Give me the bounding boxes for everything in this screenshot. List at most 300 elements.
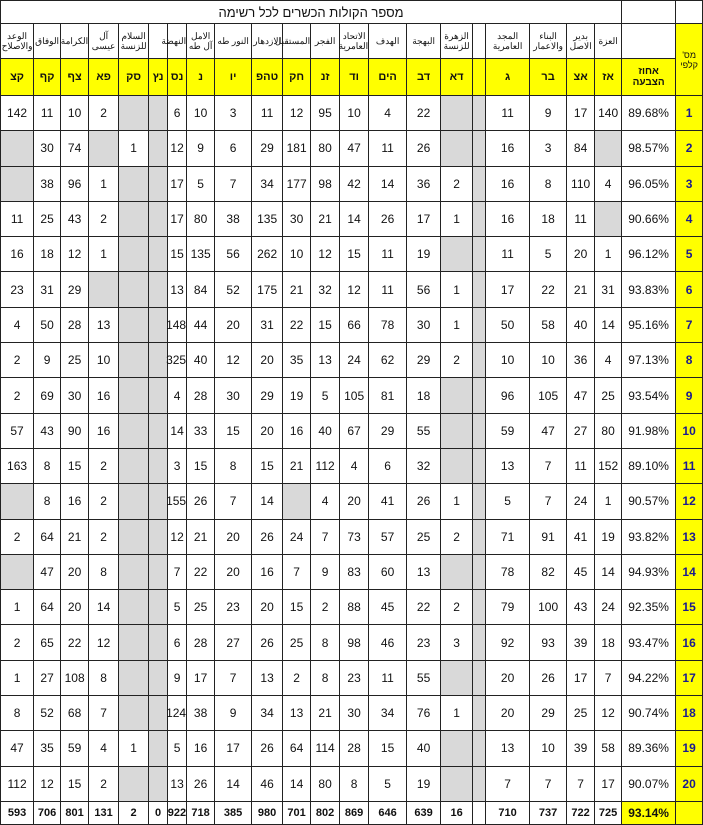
vote-count-cell bbox=[441, 378, 473, 413]
vote-count-cell: 32 bbox=[407, 448, 441, 483]
turnout-percent-cell: 96.12% bbox=[622, 237, 676, 272]
vote-count-cell bbox=[119, 625, 149, 660]
vote-count-cell: 73 bbox=[340, 519, 369, 554]
vote-count-cell bbox=[119, 307, 149, 342]
vote-count-cell: 17 bbox=[168, 201, 187, 236]
vote-count-cell: 1 bbox=[119, 131, 149, 166]
vote-count-cell: 10 bbox=[89, 343, 119, 378]
vote-count-cell: 15 bbox=[168, 237, 187, 272]
total-vote-cell: 646 bbox=[369, 801, 407, 824]
vote-count-cell: 30 bbox=[215, 378, 252, 413]
party-code-cell: אז bbox=[595, 59, 622, 96]
vote-count-cell bbox=[119, 766, 149, 801]
vote-count-cell bbox=[149, 731, 168, 766]
vote-count-cell: 88 bbox=[340, 590, 369, 625]
vote-count-cell: 20 bbox=[486, 660, 530, 695]
vote-count-cell: 7 bbox=[530, 766, 567, 801]
vote-count-cell: 25 bbox=[283, 625, 311, 660]
vote-count-cell: 64 bbox=[34, 519, 61, 554]
vote-count-cell bbox=[149, 519, 168, 554]
vote-count-cell: 44 bbox=[187, 307, 215, 342]
ballot-number-cell: 17 bbox=[676, 660, 703, 695]
vote-count-cell: 11 bbox=[369, 131, 407, 166]
total-vote-cell: 706 bbox=[34, 801, 61, 824]
turnout-percent-cell: 97.13% bbox=[622, 343, 676, 378]
pct-header-blank bbox=[622, 24, 676, 59]
vote-count-cell: 5 bbox=[486, 484, 530, 519]
party-name-cell: البهجة bbox=[407, 24, 441, 59]
vote-count-cell bbox=[473, 448, 486, 483]
vote-count-cell: 163 bbox=[1, 448, 34, 483]
vote-count-cell bbox=[119, 378, 149, 413]
vote-count-cell bbox=[473, 166, 486, 201]
vote-count-cell: 8 bbox=[34, 448, 61, 483]
party-codes-row bbox=[1, 59, 703, 96]
vote-count-cell: 28 bbox=[187, 378, 215, 413]
vote-count-cell bbox=[1, 554, 34, 589]
vote-count-cell: 12 bbox=[283, 96, 311, 131]
corner-cell bbox=[676, 1, 703, 24]
vote-count-cell bbox=[149, 590, 168, 625]
vote-count-cell: 17 bbox=[215, 731, 252, 766]
table-title: מספר הקולות הכשרים לכל רשימה bbox=[1, 1, 622, 24]
vote-count-cell bbox=[119, 696, 149, 731]
vote-count-cell: 7 bbox=[595, 660, 622, 695]
vote-count-cell: 2 bbox=[441, 166, 473, 201]
vote-count-cell: 2 bbox=[441, 519, 473, 554]
vote-count-cell: 14 bbox=[595, 554, 622, 589]
ballot-number-cell: 16 bbox=[676, 625, 703, 660]
vote-count-cell bbox=[119, 272, 149, 307]
vote-count-cell: 13 bbox=[486, 731, 530, 766]
vote-count-cell: 14 bbox=[369, 166, 407, 201]
title-row bbox=[1, 1, 703, 24]
vote-count-cell: 57 bbox=[1, 413, 34, 448]
total-turnout-percent: 93.14% bbox=[622, 801, 676, 824]
vote-count-cell: 7 bbox=[283, 554, 311, 589]
ballot-number-cell: 8 bbox=[676, 343, 703, 378]
vote-count-cell: 16 bbox=[1, 237, 34, 272]
table-row bbox=[1, 343, 703, 378]
vote-count-cell: 47 bbox=[567, 378, 595, 413]
vote-count-cell: 8 bbox=[89, 554, 119, 589]
vote-count-cell bbox=[473, 554, 486, 589]
vote-count-cell: 80 bbox=[595, 413, 622, 448]
vote-count-cell bbox=[149, 96, 168, 131]
vote-count-cell: 5 bbox=[168, 590, 187, 625]
vote-count-cell: 1 bbox=[89, 237, 119, 272]
vote-count-cell: 11 bbox=[486, 237, 530, 272]
vote-count-cell bbox=[441, 413, 473, 448]
vote-count-cell bbox=[119, 201, 149, 236]
vote-count-cell: 29 bbox=[61, 272, 89, 307]
vote-count-cell: 47 bbox=[340, 131, 369, 166]
vote-count-cell: 22 bbox=[407, 96, 441, 131]
vote-count-cell: 52 bbox=[34, 696, 61, 731]
vote-count-cell: 2 bbox=[89, 766, 119, 801]
party-name-cell: الفجر bbox=[311, 24, 340, 59]
vote-count-cell: 1 bbox=[441, 272, 473, 307]
turnout-percent-cell: 90.66% bbox=[622, 201, 676, 236]
vote-count-cell: 34 bbox=[369, 696, 407, 731]
party-code-cell: זנ bbox=[311, 59, 340, 96]
vote-count-cell: 18 bbox=[34, 237, 61, 272]
total-vote-cell: 0 bbox=[149, 801, 168, 824]
table-row bbox=[1, 272, 703, 307]
vote-count-cell: 16 bbox=[61, 484, 89, 519]
party-name-cell: المستقبل bbox=[283, 24, 311, 59]
vote-count-cell: 47 bbox=[34, 554, 61, 589]
party-name-cell: السلام للزنسة bbox=[119, 24, 149, 59]
vote-count-cell bbox=[149, 484, 168, 519]
table-row bbox=[1, 448, 703, 483]
ballot-number-cell: 6 bbox=[676, 272, 703, 307]
vote-count-cell: 18 bbox=[595, 625, 622, 660]
vote-count-cell: 65 bbox=[34, 625, 61, 660]
party-name-cell: الامل آل طه bbox=[187, 24, 215, 59]
vote-count-cell: 50 bbox=[486, 307, 530, 342]
vote-count-cell: 2 bbox=[441, 343, 473, 378]
vote-count-cell bbox=[1, 131, 34, 166]
turnout-percent-cell: 93.83% bbox=[622, 272, 676, 307]
vote-count-cell: 80 bbox=[311, 766, 340, 801]
table-row bbox=[1, 519, 703, 554]
total-vote-cell: 801 bbox=[61, 801, 89, 824]
ballot-number-cell: 9 bbox=[676, 378, 703, 413]
vote-count-cell: 7 bbox=[215, 660, 252, 695]
vote-count-cell: 6 bbox=[215, 131, 252, 166]
vote-count-cell: 5 bbox=[168, 731, 187, 766]
turnout-percent-cell: 89.10% bbox=[622, 448, 676, 483]
vote-count-cell: 22 bbox=[61, 625, 89, 660]
total-vote-cell: 385 bbox=[215, 801, 252, 824]
turnout-percent-cell: 90.57% bbox=[622, 484, 676, 519]
vote-count-cell: 8 bbox=[340, 766, 369, 801]
vote-count-cell: 4 bbox=[595, 343, 622, 378]
ballot-number-cell: 18 bbox=[676, 696, 703, 731]
party-code-cell: טהפ bbox=[252, 59, 283, 96]
vote-count-cell: 15 bbox=[340, 237, 369, 272]
vote-count-cell: 20 bbox=[252, 413, 283, 448]
vote-count-cell bbox=[119, 343, 149, 378]
vote-count-cell: 2 bbox=[1, 519, 34, 554]
ballot-number-cell: 4 bbox=[676, 201, 703, 236]
vote-count-cell: 93 bbox=[530, 625, 567, 660]
vote-count-cell: 105 bbox=[340, 378, 369, 413]
vote-count-cell: 16 bbox=[252, 554, 283, 589]
vote-count-cell bbox=[149, 378, 168, 413]
vote-count-cell bbox=[1, 166, 34, 201]
vote-count-cell: 60 bbox=[369, 554, 407, 589]
vote-count-cell: 7 bbox=[311, 519, 340, 554]
party-name-cell: الزهرة للزنسة bbox=[441, 24, 473, 59]
party-name-cell: الهدف bbox=[369, 24, 407, 59]
vote-count-cell: 13 bbox=[311, 343, 340, 378]
vote-count-cell: 38 bbox=[187, 696, 215, 731]
party-code-cell: קצ bbox=[1, 59, 34, 96]
vote-count-cell: 17 bbox=[567, 660, 595, 695]
ballot-number-cell: 1 bbox=[676, 96, 703, 131]
total-vote-cell: 2 bbox=[119, 801, 149, 824]
turnout-percent-cell: 90.07% bbox=[622, 766, 676, 801]
vote-count-cell: 4 bbox=[340, 448, 369, 483]
vote-count-cell: 14 bbox=[89, 590, 119, 625]
vote-count-cell bbox=[283, 484, 311, 519]
table-row bbox=[1, 484, 703, 519]
vote-count-cell: 98 bbox=[340, 625, 369, 660]
table-row bbox=[1, 131, 703, 166]
vote-count-cell: 8 bbox=[215, 448, 252, 483]
vote-count-cell: 2 bbox=[1, 625, 34, 660]
vote-count-cell: 7 bbox=[215, 484, 252, 519]
vote-count-cell bbox=[473, 766, 486, 801]
vote-count-cell: 148 bbox=[168, 307, 187, 342]
table-row bbox=[1, 731, 703, 766]
vote-count-cell: 26 bbox=[252, 731, 283, 766]
vote-count-cell: 17 bbox=[187, 660, 215, 695]
vote-count-cell bbox=[473, 272, 486, 307]
vote-count-cell: 3 bbox=[441, 625, 473, 660]
vote-count-cell: 12 bbox=[89, 625, 119, 660]
vote-count-cell: 34 bbox=[252, 166, 283, 201]
vote-count-cell: 18 bbox=[530, 201, 567, 236]
vote-count-cell: 15 bbox=[311, 307, 340, 342]
vote-count-cell: 18 bbox=[407, 378, 441, 413]
vote-count-cell: 7 bbox=[89, 696, 119, 731]
vote-count-cell: 40 bbox=[407, 731, 441, 766]
vote-count-cell: 30 bbox=[340, 696, 369, 731]
vote-count-cell: 26 bbox=[407, 484, 441, 519]
vote-count-cell: 40 bbox=[311, 413, 340, 448]
vote-count-cell: 11 bbox=[369, 272, 407, 307]
vote-count-cell: 5 bbox=[311, 378, 340, 413]
vote-count-cell: 7 bbox=[486, 766, 530, 801]
vote-count-cell: 36 bbox=[407, 166, 441, 201]
vote-count-cell: 67 bbox=[340, 413, 369, 448]
vote-count-cell: 9 bbox=[168, 660, 187, 695]
vote-count-cell bbox=[149, 166, 168, 201]
vote-count-cell: 10 bbox=[187, 96, 215, 131]
vote-count-cell: 56 bbox=[407, 272, 441, 307]
vote-count-cell: 22 bbox=[283, 307, 311, 342]
vote-count-cell bbox=[473, 201, 486, 236]
vote-count-cell: 17 bbox=[407, 201, 441, 236]
vote-count-cell: 15 bbox=[61, 766, 89, 801]
vote-count-cell: 31 bbox=[252, 307, 283, 342]
vote-count-cell bbox=[441, 554, 473, 589]
vote-count-cell: 11 bbox=[252, 96, 283, 131]
vote-count-cell: 14 bbox=[168, 413, 187, 448]
party-name-cell: العزة bbox=[595, 24, 622, 59]
ballot-number-cell: 19 bbox=[676, 731, 703, 766]
vote-count-cell: 1 bbox=[595, 484, 622, 519]
vote-count-cell: 21 bbox=[311, 201, 340, 236]
vote-count-cell bbox=[473, 519, 486, 554]
vote-count-cell: 26 bbox=[187, 484, 215, 519]
vote-count-cell: 3 bbox=[530, 131, 567, 166]
vote-count-cell: 23 bbox=[407, 625, 441, 660]
vote-count-cell: 15 bbox=[252, 448, 283, 483]
vote-count-cell: 33 bbox=[187, 413, 215, 448]
vote-count-cell: 4 bbox=[369, 96, 407, 131]
vote-count-cell bbox=[149, 625, 168, 660]
vote-count-cell: 1 bbox=[119, 731, 149, 766]
total-vote-cell: 16 bbox=[441, 801, 473, 824]
turnout-percent-cell: 89.68% bbox=[622, 96, 676, 131]
turnout-percent-cell: 92.35% bbox=[622, 590, 676, 625]
vote-count-cell: 13 bbox=[168, 766, 187, 801]
vote-count-cell: 59 bbox=[61, 731, 89, 766]
total-vote-cell: 869 bbox=[340, 801, 369, 824]
vote-count-cell bbox=[441, 660, 473, 695]
turnout-percent-cell: 93.47% bbox=[622, 625, 676, 660]
vote-count-cell: 135 bbox=[187, 237, 215, 272]
vote-count-cell: 14 bbox=[283, 766, 311, 801]
vote-count-cell: 13 bbox=[486, 448, 530, 483]
ballot-number-cell: 7 bbox=[676, 307, 703, 342]
vote-count-cell: 34 bbox=[252, 696, 283, 731]
ballot-number-cell: 15 bbox=[676, 590, 703, 625]
party-name-cell: الاتحاد العامرية bbox=[340, 24, 369, 59]
vote-count-cell: 66 bbox=[340, 307, 369, 342]
table-row bbox=[1, 166, 703, 201]
vote-count-cell: 25 bbox=[567, 696, 595, 731]
vote-count-cell: 21 bbox=[283, 272, 311, 307]
vote-count-cell: 47 bbox=[1, 731, 34, 766]
total-vote-cell: 593 bbox=[1, 801, 34, 824]
vote-count-cell: 105 bbox=[530, 378, 567, 413]
vote-count-cell: 38 bbox=[215, 201, 252, 236]
vote-count-cell: 9 bbox=[530, 96, 567, 131]
vote-count-cell bbox=[119, 590, 149, 625]
turnout-percent-cell: 91.98% bbox=[622, 413, 676, 448]
vote-count-cell: 155 bbox=[168, 484, 187, 519]
vote-count-cell: 76 bbox=[407, 696, 441, 731]
vote-count-cell: 26 bbox=[252, 625, 283, 660]
vote-count-cell: 1 bbox=[1, 590, 34, 625]
vote-count-cell: 39 bbox=[567, 625, 595, 660]
party-name-cell: الوعد والاصلاح bbox=[1, 24, 34, 59]
party-code-cell: אצ bbox=[567, 59, 595, 96]
vote-count-cell: 1 bbox=[441, 201, 473, 236]
vote-count-cell: 6 bbox=[369, 448, 407, 483]
vote-count-cell: 8 bbox=[311, 660, 340, 695]
vote-count-cell: 26 bbox=[407, 131, 441, 166]
vote-count-cell: 11 bbox=[567, 448, 595, 483]
vote-count-cell: 100 bbox=[530, 590, 567, 625]
table-row bbox=[1, 766, 703, 801]
vote-count-cell bbox=[149, 343, 168, 378]
vote-count-cell: 16 bbox=[486, 201, 530, 236]
vote-count-cell: 1 bbox=[441, 484, 473, 519]
vote-count-cell bbox=[473, 237, 486, 272]
vote-count-cell: 24 bbox=[595, 590, 622, 625]
vote-count-cell: 9 bbox=[34, 343, 61, 378]
vote-count-cell: 46 bbox=[252, 766, 283, 801]
party-name-cell: البناء والاعمار bbox=[530, 24, 567, 59]
vote-count-cell: 1 bbox=[441, 307, 473, 342]
total-vote-cell: 922 bbox=[168, 801, 187, 824]
vote-count-cell: 9 bbox=[187, 131, 215, 166]
vote-count-cell: 108 bbox=[61, 660, 89, 695]
vote-count-cell: 181 bbox=[283, 131, 311, 166]
vote-count-cell bbox=[149, 413, 168, 448]
vote-count-cell: 12 bbox=[215, 343, 252, 378]
vote-count-cell: 1 bbox=[441, 696, 473, 731]
vote-count-cell: 91 bbox=[530, 519, 567, 554]
party-name-cell: بدير الاصل bbox=[567, 24, 595, 59]
vote-count-cell bbox=[119, 237, 149, 272]
vote-count-cell: 50 bbox=[34, 307, 61, 342]
vote-count-cell: 6 bbox=[168, 625, 187, 660]
vote-count-cell bbox=[149, 272, 168, 307]
vote-count-cell: 92 bbox=[486, 625, 530, 660]
vote-count-cell: 81 bbox=[369, 378, 407, 413]
vote-count-cell: 42 bbox=[340, 166, 369, 201]
vote-count-cell bbox=[473, 731, 486, 766]
vote-count-cell: 8 bbox=[34, 484, 61, 519]
vote-count-cell: 27 bbox=[34, 660, 61, 695]
party-code-cell: נס bbox=[168, 59, 187, 96]
vote-count-cell: 112 bbox=[1, 766, 34, 801]
vote-count-cell: 43 bbox=[34, 413, 61, 448]
vote-count-cell bbox=[595, 201, 622, 236]
vote-count-cell: 23 bbox=[215, 590, 252, 625]
vote-count-cell: 24 bbox=[340, 343, 369, 378]
vote-count-cell: 11 bbox=[567, 201, 595, 236]
vote-count-cell: 4 bbox=[89, 731, 119, 766]
vote-count-cell: 7 bbox=[168, 554, 187, 589]
table-row bbox=[1, 696, 703, 731]
vote-count-cell: 69 bbox=[34, 378, 61, 413]
vote-count-cell: 13 bbox=[89, 307, 119, 342]
party-code-cell: סק bbox=[119, 59, 149, 96]
vote-count-cell bbox=[441, 766, 473, 801]
vote-count-cell: 2 bbox=[89, 96, 119, 131]
vote-count-cell: 36 bbox=[567, 343, 595, 378]
vote-count-cell bbox=[473, 625, 486, 660]
vote-count-cell bbox=[473, 131, 486, 166]
vote-count-cell: 5 bbox=[187, 166, 215, 201]
vote-count-cell bbox=[473, 378, 486, 413]
vote-count-cell: 22 bbox=[530, 272, 567, 307]
party-code-cell: הים bbox=[369, 59, 407, 96]
vote-count-cell: 13 bbox=[407, 554, 441, 589]
total-vote-cell: 725 bbox=[595, 801, 622, 824]
turnout-percent-cell: 98.57% bbox=[622, 131, 676, 166]
vote-count-cell: 114 bbox=[311, 731, 340, 766]
vote-count-cell: 29 bbox=[530, 696, 567, 731]
vote-count-cell bbox=[149, 766, 168, 801]
vote-count-cell: 16 bbox=[89, 413, 119, 448]
turnout-percent-cell: 94.22% bbox=[622, 660, 676, 695]
vote-count-cell: 16 bbox=[486, 166, 530, 201]
vote-count-cell: 4 bbox=[1, 307, 34, 342]
vote-count-cell: 64 bbox=[283, 731, 311, 766]
ballot-number-cell: 11 bbox=[676, 448, 703, 483]
vote-count-cell: 52 bbox=[215, 272, 252, 307]
ballot-number-cell: 5 bbox=[676, 237, 703, 272]
vote-count-cell: 2 bbox=[1, 343, 34, 378]
vote-count-cell: 24 bbox=[283, 519, 311, 554]
vote-count-cell: 80 bbox=[311, 131, 340, 166]
party-code-cell: פא bbox=[89, 59, 119, 96]
vote-count-cell: 325 bbox=[168, 343, 187, 378]
ballot-number-cell: 12 bbox=[676, 484, 703, 519]
vote-count-cell: 9 bbox=[311, 554, 340, 589]
vote-count-cell: 11 bbox=[369, 660, 407, 695]
vote-count-cell: 177 bbox=[283, 166, 311, 201]
